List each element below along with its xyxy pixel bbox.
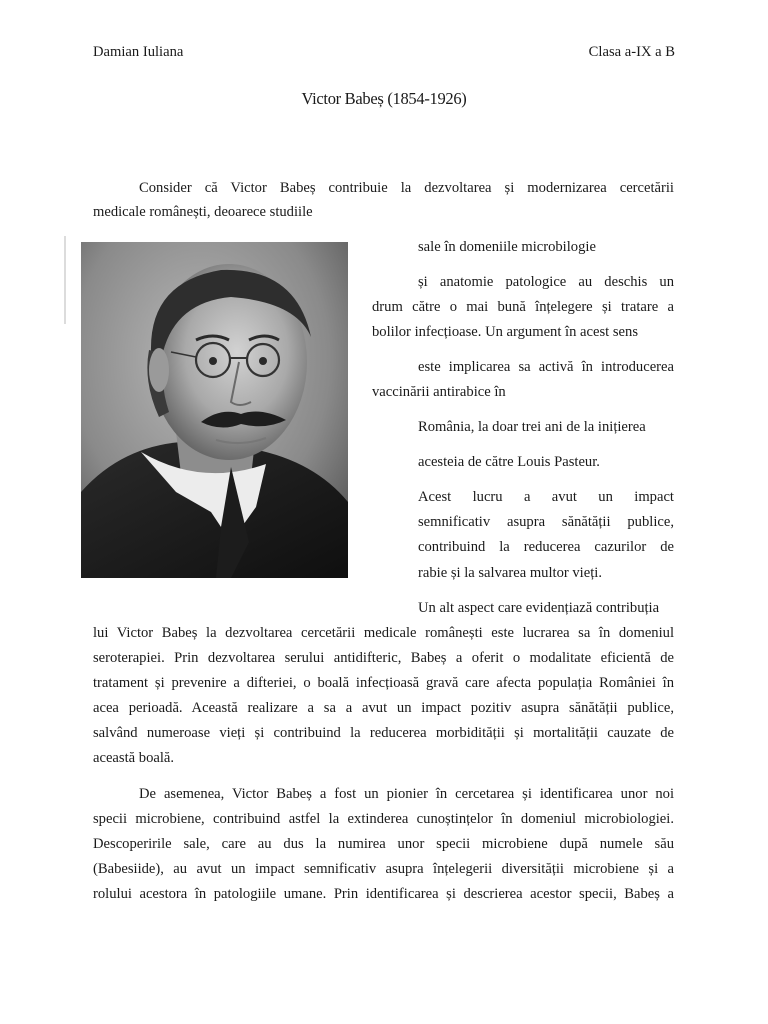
para3-line: De asemenea, Victor Babeș a fost un pionier în cercetarea și identificarea unor noi <box>139 786 674 802</box>
para2-line: această boală. <box>93 750 175 766</box>
para3-line: Descoperirile sale, care au dus la numirea unor specii microbiene după numele său <box>93 836 674 852</box>
wrap-line: este implicarea sa activă în introducerea <box>418 359 674 375</box>
page-title: Victor Babeș (1854-1926) <box>301 89 467 108</box>
para2-line: salvând numeroase vieți și contribuind la reducerea morbidității și mortalității cauzate de <box>93 725 674 741</box>
para3-line: rolului acestora în patologiile umane. Prin identificarea și descrierea acestor specii, Babeș a <box>93 886 674 902</box>
wrap-line: bolilor infecțioase. Un argument în acest sens <box>372 324 638 340</box>
header-author: Damian Iuliana <box>93 44 184 60</box>
wrap-line: și anatomie patologice au deschis un <box>418 274 674 290</box>
header-class: Clasa a-IX a B <box>588 44 675 60</box>
para2-line: lui Victor Babeș la dezvoltarea cercetării medicale românești este lucrarea sa în domeniul <box>93 625 674 641</box>
wrap-line: acesteia de către Louis Pasteur. <box>418 454 600 470</box>
para2-line: acea perioadă. Această realizare a sa a avut un impact pozitiv asupra sănătății publice, <box>93 700 674 716</box>
portrait-photo <box>81 242 348 578</box>
para2-line: tratament și prevenire a difteriei, o boală infecțioasă gravă care afecta populația României în <box>93 675 674 691</box>
margin-edge <box>64 236 66 324</box>
wrap-line: drum către o mai bună înțelegere și tratare a <box>372 299 674 315</box>
wrap-line: Acest lucru a avut un impact <box>418 489 674 505</box>
para2-line: seroterapiei. Prin dezvoltarea serului antidifteric, Babeș a oferit o modalitate eficientă de <box>93 650 674 666</box>
para2-line: Un alt aspect care evidențiază contribuția <box>418 600 660 616</box>
para3-line: (Babesiide), au avut un impact semnificativ asupra înțelegerii diversității microbiene și a <box>93 861 674 877</box>
intro-line: medicale românești, deoarece studiile <box>93 204 313 220</box>
wrap-line: România, la doar trei ani de la inițierea <box>418 419 646 435</box>
wrap-line: sale în domeniile microbilogie <box>418 239 596 255</box>
wrap-line: rabie și la salvarea multor vieți. <box>418 565 602 581</box>
portrait-image <box>81 242 348 578</box>
wrap-line: vaccinării antirabice în <box>372 384 506 400</box>
intro-line: Consider că Victor Babeș contribuie la dezvoltarea și modernizarea cercetării <box>139 180 674 196</box>
wrap-line: contribuind la reducerea cazurilor de <box>418 539 674 555</box>
wrap-line: semnificativ asupra sănătății publice, <box>418 514 674 530</box>
para3-line: specii microbiene, contribuind astfel la extinderea cunoștințelor în domeniul microbiologiei. <box>93 811 674 827</box>
